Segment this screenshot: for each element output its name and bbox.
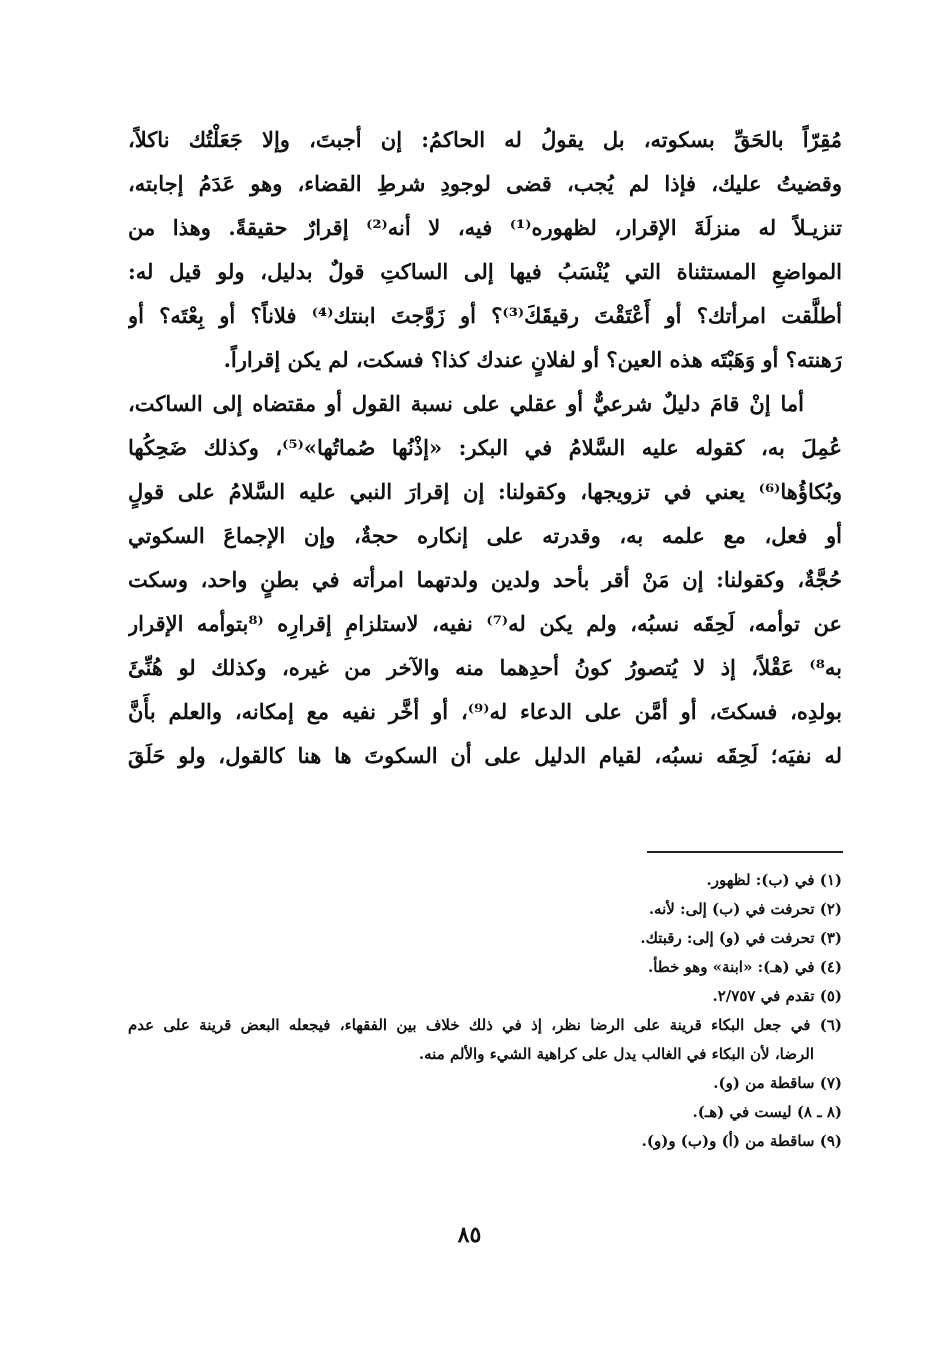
text-line: بولدِه، فسكتَ، أو أمَّن على الدعاء له⁽⁹⁾، أو أخَّر نفيه مع إمكانه، والعلم بأَنَّ: [128, 699, 842, 724]
footnote: (٧) ساقطة من (و).: [713, 1074, 842, 1092]
text-line: تنزيـلاً له منزلَةَ الإقرار، لظهوره⁽¹⁾ فيه، لا أنه⁽²⁾ إقرارٌ حقيقةً. وهذا من: [128, 215, 842, 240]
text-line: المواضعِ المستثناة التي يُنْسَبُ فيها إلى الساكتِ قولٌ بدليل، ولو قيل له:: [128, 259, 842, 284]
footnote-continuation: الرضا، لأن البكاء في الغالب يدل على كراهية الشيء والألم منه.: [418, 1045, 814, 1063]
text-line: أما إنْ قامَ دليلٌ شرعيٌّ أو عقلي على نسبة القول أو مقتضاه إلى الساكت،: [128, 391, 804, 416]
text-line: وبُكاؤُها⁽⁶⁾ يعني في تزويجها، وكقولنا: إن إقرارَ النبي عليه السَّلامُ على قولٍ: [128, 479, 842, 504]
footnote-divider: [647, 851, 843, 853]
text-line: وقضيتُ عليك، فإذا لم يُجب، قضى لوجودِ شرطِ القضاء، وهو عَدَمُ إجابته،: [128, 171, 842, 196]
footnote: (٥) تقدم في ٢/٧٥٧.: [712, 987, 842, 1005]
text-line: أو فعل، مع علمه به، وقدرته على إنكاره حجةٌ، وإن الإجماعَ السكوتي: [128, 523, 842, 548]
text-line: رَهنته؟ أو وَهَبْتَه هذه العين؟ أو لفلانٍ عندك كذا؟ فسكت، لم يكن إقراراً.: [223, 347, 842, 372]
text-line: حُجَّةٌ، وكقولنا: إن مَنْ أقر بأحد ولدين ولدتهما امرأته في بطنٍ واحد، وسكت: [128, 567, 842, 592]
footnote: (٤) في (هـ): «ابنة» وهو خطأ.: [647, 958, 842, 976]
footnote: (٩) ساقطة من (أ) و(ب) و(و).: [641, 1132, 842, 1150]
footnote: (٢) تحرفت في (ب) إلى: لأنه.: [648, 900, 842, 918]
footnote: (٨ ـ ٨) ليست في (هـ).: [692, 1103, 842, 1121]
text-line: عُمِلَ به، كقوله عليه السَّلامُ في البكر: «إذْنُها صُماتُها»⁽⁵⁾، وكذلك ضَحِكُها: [128, 435, 842, 460]
text-line: مُقِرّاً بالحَقِّ بسكوته، بل يقولُ له الحاكمُ: إن أجبتَ، وإلا جَعَلْتُك ناكلاً،: [128, 127, 842, 152]
text-line: أطلَّقت امرأتك؟ أو أَعْتَقْتَ رقيقَكَ⁽³⁾؟ أو زَوَّجتَ ابنتك⁽⁴⁾ فلاناً؟ أو بِعْتَه؟ أو: [128, 303, 842, 328]
text-line: عن توأمه، لَحِقَه نسبُه، ولم يكن له⁽⁷⁾ نفيه، لاستلزامِ إقرارِه ⁽⁸بتوأمه الإقرار: [128, 611, 842, 636]
main-text-body: [128, 118, 842, 778]
footnote: (١) في (ب): لظهور.: [706, 871, 842, 889]
footnote: (٦) في جعل البكاء قرينة على الرضا نظر، إذ في ذلك خلاف بين الفقهاء، فيجعله البعض قرينة على عدم: [128, 1016, 842, 1034]
footnotes: [128, 866, 842, 1156]
footnote: (٣) تحرفت في (و) إلى: رقبتك.: [640, 929, 842, 947]
text-line: به⁸⁾ عَقْلاً، إذ لا يُتصورُ كونُ أحدِهما منه والآخر من غيره، وكذلك لو هُنِّئَ: [128, 655, 842, 680]
page-number: ٨٥: [457, 1222, 482, 1248]
text-line: له نفيَه؛ لَحِقَه نسبُه، لقيام الدليل على أن السكوتَ ها هنا كالقول، ولو حَلَقَ: [128, 743, 842, 768]
